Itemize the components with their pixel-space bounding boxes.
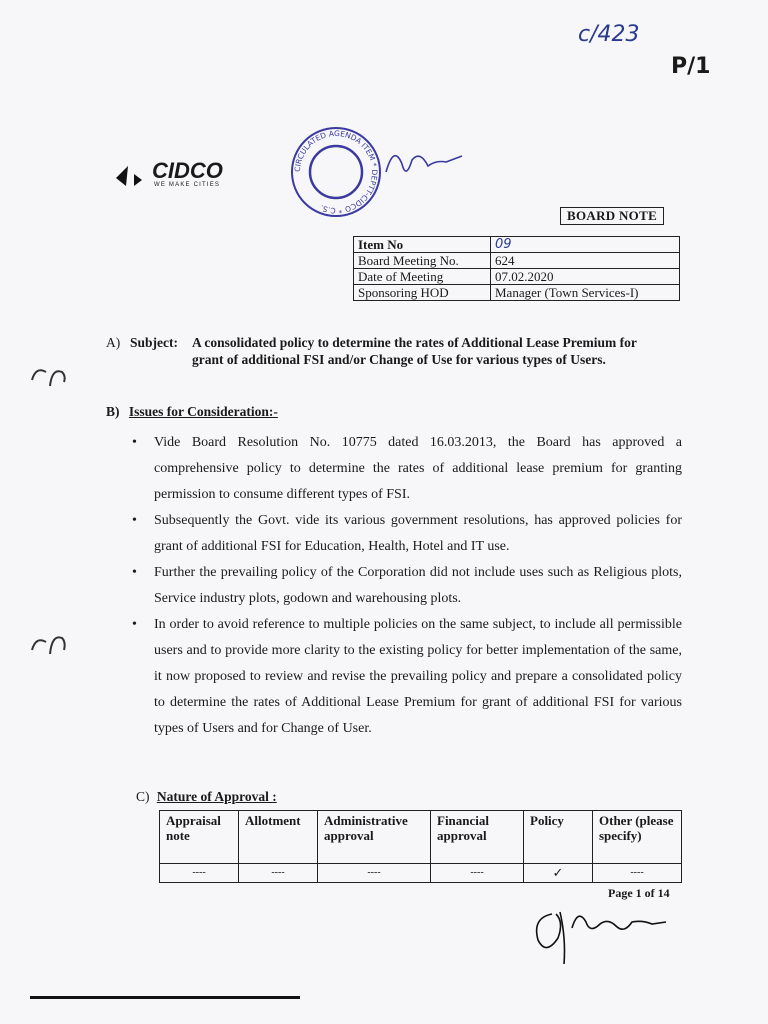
subject-label: Subject: xyxy=(130,335,178,350)
approval-heading: Nature of Approval : xyxy=(156,789,277,804)
page-number: Page 1 of 14 xyxy=(608,886,670,900)
table-row xyxy=(160,864,682,883)
signature-scribble xyxy=(386,156,462,172)
punch-hole-mark xyxy=(26,628,86,658)
list-item: • Vide Board Resolution No. 10775 dated 16.03.2013, the Board has approved a comprehensive policy to determine the rates of additional lease premium for granting permission to consume different types of FSI. xyxy=(128,430,682,508)
column-header: Appraisal note xyxy=(160,811,239,864)
table-row xyxy=(354,253,680,269)
table-cell: ---- xyxy=(160,864,239,883)
issues-list xyxy=(128,430,682,742)
info-label: Sponsoring HOD xyxy=(354,285,491,301)
table-cell: ---- xyxy=(318,864,431,883)
info-label: Item No xyxy=(354,237,491,253)
circular-stamp xyxy=(286,124,482,224)
list-item: • Further the prevailing policy of the Corporation did not include uses such as Religious plots, Service industry plots, godown and warehousing plots. xyxy=(128,560,682,612)
issues-prefix: B) xyxy=(106,404,120,419)
svg-text:CIRCULATED AGENDA ITEM * DEPTT xyxy=(293,129,379,215)
table-row xyxy=(354,237,680,253)
info-value: Manager (Town Services-I) xyxy=(491,285,680,301)
table-cell: ---- xyxy=(593,864,682,883)
info-value: 624 xyxy=(491,253,680,269)
handwritten-page-mark: P/1 xyxy=(671,54,711,79)
column-header: Financial approval xyxy=(431,811,524,864)
logo-brand: CIDCO xyxy=(152,158,223,183)
logo-tagline: WE MAKE CITIES xyxy=(154,182,221,188)
column-header: Policy xyxy=(524,811,593,864)
meeting-info-table xyxy=(353,236,680,301)
column-header: Administrative approval xyxy=(318,811,431,864)
column-header: Other (please specify) xyxy=(593,811,682,864)
policy-check-cell: ✓ xyxy=(524,864,593,883)
table-row xyxy=(354,285,680,301)
info-value: 07.02.2020 xyxy=(491,269,680,285)
subject-section xyxy=(106,334,666,368)
board-note-label: BOARD NOTE xyxy=(560,207,664,225)
handwritten-ref-number: c/423 xyxy=(578,22,640,47)
table-cell: ---- xyxy=(239,864,318,883)
bottom-rule xyxy=(30,996,300,999)
stamp-text: CIRCULATED AGENDA ITEM * DEPTT-CIDCO * C.S. xyxy=(292,128,380,216)
table-header-row xyxy=(160,811,682,864)
column-header: Allotment xyxy=(239,811,318,864)
punch-hole-mark xyxy=(26,360,86,390)
info-label: Date of Meeting xyxy=(354,269,491,285)
issues-heading-row xyxy=(106,404,278,420)
issues-heading: Issues for Consideration:- xyxy=(128,404,278,419)
subject-prefix: A) xyxy=(106,335,121,350)
list-item: • In order to avoid reference to multiple policies on the same subject, to include all permissible users and to provide more clarity to the existing policy for better implementation of the same, it now proposed to review and revise the prevailing policy and prepare a consolidated policy to determine the rates of Additional Lease Premium for grant of additional FSI for various types of Users and for Change of User. xyxy=(128,612,682,742)
approval-heading-row xyxy=(136,789,277,805)
approval-prefix: C) xyxy=(136,789,150,804)
logo-icon xyxy=(112,160,152,190)
subject-text: A consolidated policy to determine the rates of Additional Lease Premium for grant of additional FSI and/or Change of Use for various types of Users. xyxy=(192,335,637,367)
info-value: 09 xyxy=(491,237,680,253)
table-cell: ---- xyxy=(431,864,524,883)
handwritten-signature xyxy=(526,898,686,968)
list-item: • Subsequently the Govt. vide its various government resolutions, has approved policies for grant of additional FSI for Education, Health, Hotel and IT use. xyxy=(128,508,682,560)
info-label: Board Meeting No. xyxy=(354,253,491,269)
table-row xyxy=(354,269,680,285)
approval-table xyxy=(159,810,682,883)
